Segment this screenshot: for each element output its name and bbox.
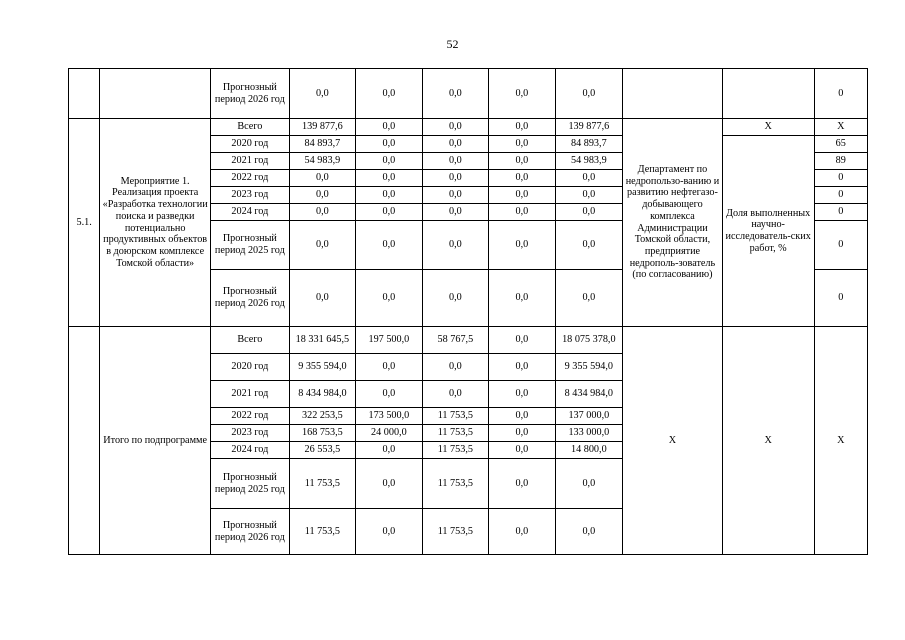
value-cell: 0,0: [356, 459, 422, 509]
period-cell: Прогнозный период 2025 год: [211, 459, 290, 509]
name-cell: [100, 69, 211, 119]
value-cell: 0,0: [555, 187, 623, 204]
period-cell: 2020 год: [211, 136, 290, 153]
value-cell: 14 800,0: [555, 442, 623, 459]
period-cell: 2024 год: [211, 204, 290, 221]
value-cell: 84 893,7: [289, 136, 355, 153]
value-cell: 0,0: [555, 170, 623, 187]
value-cell: 0,0: [289, 69, 355, 119]
page-number: 52: [446, 37, 459, 51]
value-cell: 0,0: [489, 136, 555, 153]
value-cell: 0,0: [356, 136, 422, 153]
value-cell: 322 253,5: [289, 408, 355, 425]
period-cell: 2023 год: [211, 187, 290, 204]
value-cell: 0,0: [489, 270, 555, 327]
value-cell: 0,0: [489, 170, 555, 187]
value-cell: 0,0: [356, 442, 422, 459]
value-cell: 11 753,5: [422, 509, 488, 555]
period-cell: Прогнозный период 2025 год: [211, 221, 290, 270]
executor-cell: [623, 69, 723, 119]
period-cell: 2021 год: [211, 153, 290, 170]
value-cell: 0,0: [489, 459, 555, 509]
value-cell: 18 331 645,5: [289, 327, 355, 354]
value-cell: 11 753,5: [422, 408, 488, 425]
value-cell: 173 500,0: [356, 408, 422, 425]
table-row: [69, 327, 868, 354]
indicator-value-cell: 65: [814, 136, 868, 153]
value-cell: 139 877,6: [289, 119, 355, 136]
value-cell: 0,0: [555, 459, 623, 509]
indicator-value-cell: 0: [814, 69, 868, 119]
value-cell: 0,0: [489, 442, 555, 459]
table-row: [69, 119, 868, 136]
value-cell: 0,0: [356, 170, 422, 187]
value-cell: 0,0: [489, 187, 555, 204]
value-cell: 0,0: [356, 119, 422, 136]
value-cell: 26 553,5: [289, 442, 355, 459]
period-cell: 2022 год: [211, 170, 290, 187]
period-cell: 2023 год: [211, 425, 290, 442]
value-cell: 0,0: [422, 69, 488, 119]
value-cell: 0,0: [356, 509, 422, 555]
value-cell: 0,0: [489, 221, 555, 270]
indicator-name-cell: [722, 69, 814, 119]
value-cell: 54 983,9: [555, 153, 623, 170]
value-cell: 137 000,0: [555, 408, 623, 425]
value-cell: 0,0: [422, 187, 488, 204]
value-cell: 0,0: [489, 153, 555, 170]
period-cell: Прогнозный период 2026 год: [211, 69, 290, 119]
value-cell: 24 000,0: [356, 425, 422, 442]
value-cell: 11 753,5: [289, 459, 355, 509]
value-cell: 0,0: [289, 270, 355, 327]
value-cell: 197 500,0: [356, 327, 422, 354]
budget-table: [68, 68, 868, 555]
value-cell: 0,0: [422, 153, 488, 170]
value-cell: 0,0: [356, 153, 422, 170]
value-cell: 9 355 594,0: [289, 354, 355, 381]
indicator-value-cell: 0: [814, 170, 868, 187]
value-cell: 133 000,0: [555, 425, 623, 442]
value-cell: 0,0: [489, 381, 555, 408]
measure-name: Мероприятие 1. Реализация проекта «Разработка технологии поиска и разведки потенциально продуктивных объектов в доюрском комплексе Томской области»: [100, 119, 211, 327]
indicator-name-mark: Х: [722, 327, 814, 555]
total-name: Итого по подпрограмме: [100, 327, 211, 555]
value-cell: 9 355 594,0: [555, 354, 623, 381]
period-cell: 2021 год: [211, 381, 290, 408]
value-cell: 0,0: [555, 204, 623, 221]
value-cell: 0,0: [555, 509, 623, 555]
value-cell: 0,0: [489, 425, 555, 442]
executor-cell: Департамент по недропользо-ванию и развитию нефтегазо-добывающего комплекса Администрации Томской области, предприятие недрополь-зователь (по согласованию): [623, 119, 723, 327]
period-cell: Всего: [211, 327, 290, 354]
period-cell: Прогнозный период 2026 год: [211, 270, 290, 327]
value-cell: 0,0: [422, 119, 488, 136]
value-cell: 0,0: [489, 327, 555, 354]
indicator-value-cell: 0: [814, 221, 868, 270]
indicator-value-cell: 0: [814, 204, 868, 221]
value-cell: 0,0: [289, 187, 355, 204]
value-cell: 0,0: [422, 381, 488, 408]
value-cell: 0,0: [555, 270, 623, 327]
value-cell: 8 434 984,0: [555, 381, 623, 408]
indicator-header-cell: Х: [722, 119, 814, 136]
indicator-value-cell: 0: [814, 270, 868, 327]
indicator-value-mark: Х: [814, 327, 868, 555]
indicator-value-cell: Х: [814, 119, 868, 136]
period-cell: Прогнозный период 2026 год: [211, 509, 290, 555]
value-cell: 0,0: [356, 354, 422, 381]
period-cell: 2022 год: [211, 408, 290, 425]
value-cell: 0,0: [489, 354, 555, 381]
number-cell: [69, 327, 100, 555]
value-cell: 0,0: [489, 119, 555, 136]
period-cell: Всего: [211, 119, 290, 136]
value-cell: 0,0: [356, 69, 422, 119]
value-cell: 0,0: [356, 221, 422, 270]
value-cell: 18 075 378,0: [555, 327, 623, 354]
value-cell: 0,0: [489, 204, 555, 221]
period-cell: 2024 год: [211, 442, 290, 459]
value-cell: 8 434 984,0: [289, 381, 355, 408]
value-cell: 0,0: [289, 170, 355, 187]
value-cell: 0,0: [422, 170, 488, 187]
value-cell: 0,0: [422, 354, 488, 381]
value-cell: 0,0: [356, 270, 422, 327]
value-cell: 0,0: [356, 381, 422, 408]
value-cell: 58 767,5: [422, 327, 488, 354]
value-cell: 54 983,9: [289, 153, 355, 170]
value-cell: 139 877,6: [555, 119, 623, 136]
value-cell: 0,0: [555, 221, 623, 270]
value-cell: 0,0: [356, 187, 422, 204]
value-cell: 168 753,5: [289, 425, 355, 442]
value-cell: 0,0: [422, 270, 488, 327]
value-cell: 0,0: [422, 204, 488, 221]
indicator-value-cell: 89: [814, 153, 868, 170]
number-cell: [69, 69, 100, 119]
value-cell: 11 753,5: [422, 459, 488, 509]
period-cell: 2020 год: [211, 354, 290, 381]
value-cell: 0,0: [289, 204, 355, 221]
value-cell: 0,0: [489, 408, 555, 425]
value-cell: 0,0: [422, 221, 488, 270]
value-cell: 0,0: [489, 69, 555, 119]
value-cell: 0,0: [289, 221, 355, 270]
value-cell: 0,0: [555, 69, 623, 119]
value-cell: 84 893,7: [555, 136, 623, 153]
value-cell: 11 753,5: [289, 509, 355, 555]
measure-number: 5.1.: [69, 119, 100, 327]
value-cell: 11 753,5: [422, 442, 488, 459]
value-cell: 0,0: [356, 204, 422, 221]
indicator-value-cell: 0: [814, 187, 868, 204]
value-cell: 0,0: [422, 136, 488, 153]
indicator-name-cell: Доля выполненных научно-исследователь-ских работ, %: [722, 136, 814, 327]
value-cell: 0,0: [489, 509, 555, 555]
table-row: [69, 69, 868, 119]
value-cell: 11 753,5: [422, 425, 488, 442]
executor-mark: Х: [623, 327, 723, 555]
